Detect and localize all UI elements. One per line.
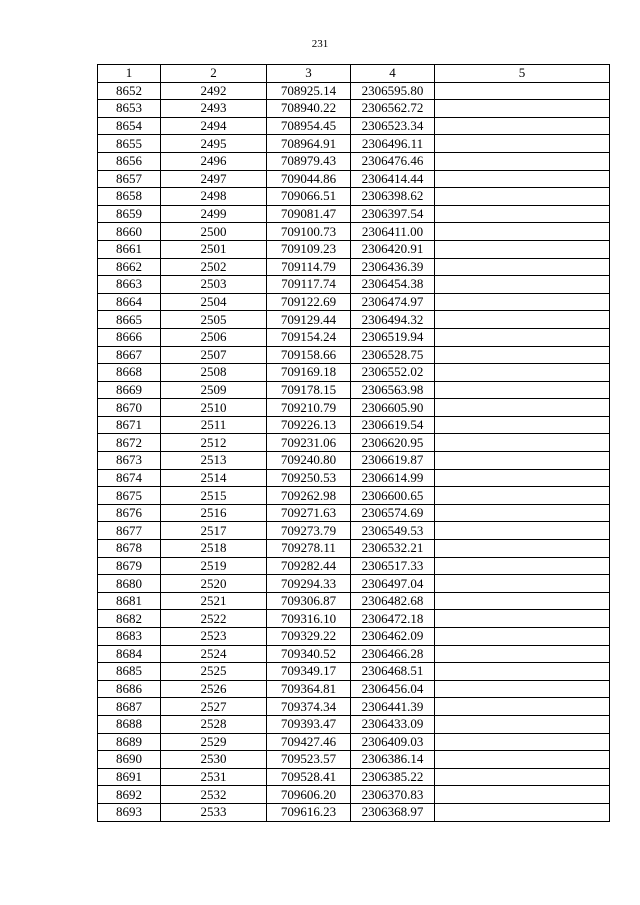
table-cell: 8690	[98, 751, 161, 769]
table-cell: 2518	[161, 540, 267, 558]
table-row	[98, 575, 610, 593]
table-cell	[435, 557, 610, 575]
table-cell: 8679	[98, 557, 161, 575]
table-cell: 2306397.54	[351, 205, 435, 223]
table-header-row	[98, 65, 610, 83]
table-cell: 2502	[161, 258, 267, 276]
table-cell: 2306600.65	[351, 487, 435, 505]
table-cell: 2306614.99	[351, 469, 435, 487]
table-cell: 8689	[98, 733, 161, 751]
table-cell: 8658	[98, 188, 161, 206]
table-cell	[435, 803, 610, 821]
table-row	[98, 786, 610, 804]
table-cell	[435, 768, 610, 786]
table-cell	[435, 680, 610, 698]
table-row	[98, 733, 610, 751]
table-row	[98, 434, 610, 452]
table-cell: 2306605.90	[351, 399, 435, 417]
table-cell	[435, 522, 610, 540]
table-cell	[435, 645, 610, 663]
table-cell	[435, 276, 610, 294]
table-cell: 2306497.04	[351, 575, 435, 593]
table-cell: 709129.44	[267, 311, 351, 329]
table-cell: 8671	[98, 416, 161, 434]
table-cell: 8662	[98, 258, 161, 276]
table-cell	[435, 786, 610, 804]
table-cell	[435, 592, 610, 610]
table-cell	[435, 733, 610, 751]
table-cell: 2513	[161, 452, 267, 470]
table-cell	[435, 100, 610, 118]
table-row	[98, 82, 610, 100]
table-row	[98, 188, 610, 206]
table-cell: 2306386.14	[351, 751, 435, 769]
table-row	[98, 364, 610, 382]
table-cell: 2306523.34	[351, 117, 435, 135]
table-cell: 709066.51	[267, 188, 351, 206]
table-cell: 8682	[98, 610, 161, 628]
table-cell	[435, 364, 610, 382]
table-cell: 709523.57	[267, 751, 351, 769]
table-cell: 2306462.09	[351, 628, 435, 646]
table-cell: 2517	[161, 522, 267, 540]
table-cell: 2506	[161, 328, 267, 346]
table-cell	[435, 452, 610, 470]
table-cell: 8686	[98, 680, 161, 698]
table-cell: 2306517.33	[351, 557, 435, 575]
table-cell: 2499	[161, 205, 267, 223]
table-cell: 2529	[161, 733, 267, 751]
table-cell: 8680	[98, 575, 161, 593]
table-cell: 8691	[98, 768, 161, 786]
table-row	[98, 803, 610, 821]
table-cell: 709250.53	[267, 469, 351, 487]
table-body	[98, 82, 610, 821]
table-cell: 8687	[98, 698, 161, 716]
table-cell: 2496	[161, 152, 267, 170]
table-cell: 2532	[161, 786, 267, 804]
table-cell: 8684	[98, 645, 161, 663]
table-cell: 8652	[98, 82, 161, 100]
table-cell	[435, 663, 610, 681]
table-cell: 2306519.94	[351, 328, 435, 346]
table-cell: 2508	[161, 364, 267, 382]
table-cell	[435, 575, 610, 593]
table-row	[98, 117, 610, 135]
table-cell: 2306454.38	[351, 276, 435, 294]
table-cell: 8681	[98, 592, 161, 610]
table-row	[98, 170, 610, 188]
table-cell: 2306433.09	[351, 715, 435, 733]
table-cell: 8673	[98, 452, 161, 470]
coordinates-table	[97, 64, 610, 822]
table-cell: 708925.14	[267, 82, 351, 100]
table-cell: 709226.13	[267, 416, 351, 434]
table-cell: 2510	[161, 399, 267, 417]
table-row	[98, 522, 610, 540]
table-cell: 2525	[161, 663, 267, 681]
table-cell: 2520	[161, 575, 267, 593]
table-cell: 709169.18	[267, 364, 351, 382]
column-header: 2	[161, 65, 267, 83]
table-cell: 2306574.69	[351, 504, 435, 522]
table-cell: 2519	[161, 557, 267, 575]
table-cell: 2495	[161, 135, 267, 153]
table-row	[98, 205, 610, 223]
table-cell	[435, 328, 610, 346]
table-cell: 8677	[98, 522, 161, 540]
table-cell: 8656	[98, 152, 161, 170]
table-cell	[435, 416, 610, 434]
table-cell: 709240.80	[267, 452, 351, 470]
table-cell	[435, 152, 610, 170]
column-header: 3	[267, 65, 351, 83]
table-cell	[435, 540, 610, 558]
table-cell	[435, 170, 610, 188]
table-row	[98, 698, 610, 716]
table-row	[98, 100, 610, 118]
table-cell	[435, 610, 610, 628]
table-cell: 2306619.54	[351, 416, 435, 434]
table-cell: 2306409.03	[351, 733, 435, 751]
table-cell: 8672	[98, 434, 161, 452]
table-cell: 709294.33	[267, 575, 351, 593]
table-cell: 709528.41	[267, 768, 351, 786]
table-cell: 8653	[98, 100, 161, 118]
table-cell: 2524	[161, 645, 267, 663]
table-cell	[435, 399, 610, 417]
table-cell: 709154.24	[267, 328, 351, 346]
table-cell: 8675	[98, 487, 161, 505]
table-row	[98, 311, 610, 329]
table-cell: 8654	[98, 117, 161, 135]
table-cell: 2306620.95	[351, 434, 435, 452]
table-cell	[435, 205, 610, 223]
table-cell: 709278.11	[267, 540, 351, 558]
table-cell: 709393.47	[267, 715, 351, 733]
table-cell	[435, 258, 610, 276]
table-cell: 708954.45	[267, 117, 351, 135]
table-cell	[435, 293, 610, 311]
table-row	[98, 487, 610, 505]
table-row	[98, 328, 610, 346]
table-row	[98, 293, 610, 311]
table-cell: 2306562.72	[351, 100, 435, 118]
table-cell: 709273.79	[267, 522, 351, 540]
table-row	[98, 381, 610, 399]
table-cell	[435, 311, 610, 329]
table-cell: 709349.17	[267, 663, 351, 681]
table-cell: 2306619.87	[351, 452, 435, 470]
table-cell: 8685	[98, 663, 161, 681]
column-header: 1	[98, 65, 161, 83]
table-cell: 8693	[98, 803, 161, 821]
table-row	[98, 557, 610, 575]
table-row	[98, 592, 610, 610]
table-row	[98, 416, 610, 434]
table-cell: 2306411.00	[351, 223, 435, 241]
table-cell: 2306496.11	[351, 135, 435, 153]
table-cell: 2493	[161, 100, 267, 118]
table-cell: 2306472.18	[351, 610, 435, 628]
table-cell: 2306414.44	[351, 170, 435, 188]
table-cell: 2509	[161, 381, 267, 399]
table-cell: 2531	[161, 768, 267, 786]
table-cell: 709044.86	[267, 170, 351, 188]
table-cell: 2500	[161, 223, 267, 241]
table-cell: 2533	[161, 803, 267, 821]
table-cell: 2306466.28	[351, 645, 435, 663]
table-cell	[435, 188, 610, 206]
table-cell: 8666	[98, 328, 161, 346]
table-row	[98, 223, 610, 241]
table-cell: 709316.10	[267, 610, 351, 628]
table-cell: 8659	[98, 205, 161, 223]
table-cell: 2306552.02	[351, 364, 435, 382]
table-cell: 2512	[161, 434, 267, 452]
table-cell: 709158.66	[267, 346, 351, 364]
table-cell: 2306436.39	[351, 258, 435, 276]
table-cell	[435, 381, 610, 399]
table-cell: 2528	[161, 715, 267, 733]
table-cell	[435, 751, 610, 769]
table-cell: 8670	[98, 399, 161, 417]
table-cell: 8660	[98, 223, 161, 241]
table-cell: 2306563.98	[351, 381, 435, 399]
table-row	[98, 452, 610, 470]
table-cell: 2503	[161, 276, 267, 294]
table-cell: 2306528.75	[351, 346, 435, 364]
table-row	[98, 240, 610, 258]
table-cell: 2306482.68	[351, 592, 435, 610]
table-cell: 8664	[98, 293, 161, 311]
table-cell: 2306368.97	[351, 803, 435, 821]
table-cell: 709178.15	[267, 381, 351, 399]
table-cell: 709081.47	[267, 205, 351, 223]
table-cell: 2306456.04	[351, 680, 435, 698]
table-row	[98, 399, 610, 417]
table-cell: 2306385.22	[351, 768, 435, 786]
table-row	[98, 152, 610, 170]
table-cell: 708964.91	[267, 135, 351, 153]
table-cell: 709117.74	[267, 276, 351, 294]
table-cell	[435, 469, 610, 487]
table-cell: 8661	[98, 240, 161, 258]
table-cell: 2306468.51	[351, 663, 435, 681]
table-row	[98, 768, 610, 786]
table-cell: 709282.44	[267, 557, 351, 575]
table-cell: 2306370.83	[351, 786, 435, 804]
table-row	[98, 645, 610, 663]
table-cell	[435, 117, 610, 135]
table-row	[98, 276, 610, 294]
table-cell: 2306532.21	[351, 540, 435, 558]
table-cell	[435, 698, 610, 716]
table-row	[98, 135, 610, 153]
table-cell	[435, 434, 610, 452]
table-cell: 709122.69	[267, 293, 351, 311]
column-header: 5	[435, 65, 610, 83]
table-cell: 2504	[161, 293, 267, 311]
table-cell: 8674	[98, 469, 161, 487]
table-cell: 2514	[161, 469, 267, 487]
table-cell: 2522	[161, 610, 267, 628]
table-cell: 2497	[161, 170, 267, 188]
table-cell: 8676	[98, 504, 161, 522]
table-cell: 8683	[98, 628, 161, 646]
table-cell: 709329.22	[267, 628, 351, 646]
table-cell: 2306549.53	[351, 522, 435, 540]
table-cell: 8669	[98, 381, 161, 399]
table-cell	[435, 240, 610, 258]
table-cell: 8678	[98, 540, 161, 558]
table-row	[98, 751, 610, 769]
page-number: 231	[311, 38, 329, 50]
table-cell: 709271.63	[267, 504, 351, 522]
table-cell: 709427.46	[267, 733, 351, 751]
table-cell: 709100.73	[267, 223, 351, 241]
table-row	[98, 663, 610, 681]
table-cell: 708940.22	[267, 100, 351, 118]
table-cell: 2507	[161, 346, 267, 364]
table-cell: 709374.34	[267, 698, 351, 716]
table-cell: 709364.81	[267, 680, 351, 698]
table-cell: 709306.87	[267, 592, 351, 610]
table-cell	[435, 82, 610, 100]
table-cell: 8668	[98, 364, 161, 382]
table-row	[98, 504, 610, 522]
table-row	[98, 680, 610, 698]
table-cell: 709114.79	[267, 258, 351, 276]
table-cell	[435, 487, 610, 505]
table-row	[98, 628, 610, 646]
table-cell: 8692	[98, 786, 161, 804]
table-cell: 2501	[161, 240, 267, 258]
table-cell: 2306595.80	[351, 82, 435, 100]
table-cell: 2526	[161, 680, 267, 698]
table-cell: 8688	[98, 715, 161, 733]
table-cell: 2527	[161, 698, 267, 716]
table-cell: 8665	[98, 311, 161, 329]
column-header: 4	[351, 65, 435, 83]
table-cell: 2523	[161, 628, 267, 646]
table-cell: 2511	[161, 416, 267, 434]
table-cell: 2306441.39	[351, 698, 435, 716]
table-cell: 708979.43	[267, 152, 351, 170]
table-cell: 709340.52	[267, 645, 351, 663]
table-cell: 8663	[98, 276, 161, 294]
table-cell: 2505	[161, 311, 267, 329]
table-cell: 2530	[161, 751, 267, 769]
table-row	[98, 540, 610, 558]
table-cell: 2494	[161, 117, 267, 135]
table-cell: 709616.23	[267, 803, 351, 821]
table-cell: 2492	[161, 82, 267, 100]
table-cell	[435, 135, 610, 153]
table-cell	[435, 504, 610, 522]
table-cell: 8655	[98, 135, 161, 153]
table-row	[98, 469, 610, 487]
table-row	[98, 715, 610, 733]
table-cell: 2515	[161, 487, 267, 505]
table-cell: 2306398.62	[351, 188, 435, 206]
table-cell: 2306476.46	[351, 152, 435, 170]
table-cell	[435, 628, 610, 646]
table-cell: 709262.98	[267, 487, 351, 505]
table-cell: 709109.23	[267, 240, 351, 258]
table-cell: 709606.20	[267, 786, 351, 804]
table-cell: 2306474.97	[351, 293, 435, 311]
table-cell: 2498	[161, 188, 267, 206]
table-cell: 8657	[98, 170, 161, 188]
table-cell: 8667	[98, 346, 161, 364]
table-cell	[435, 346, 610, 364]
table-cell: 2516	[161, 504, 267, 522]
table-row	[98, 258, 610, 276]
table-row	[98, 610, 610, 628]
table-cell: 709210.79	[267, 399, 351, 417]
table-cell	[435, 715, 610, 733]
table-cell	[435, 223, 610, 241]
table-row	[98, 346, 610, 364]
table-cell: 2306494.32	[351, 311, 435, 329]
table-cell: 2521	[161, 592, 267, 610]
table-cell: 709231.06	[267, 434, 351, 452]
table-cell: 2306420.91	[351, 240, 435, 258]
